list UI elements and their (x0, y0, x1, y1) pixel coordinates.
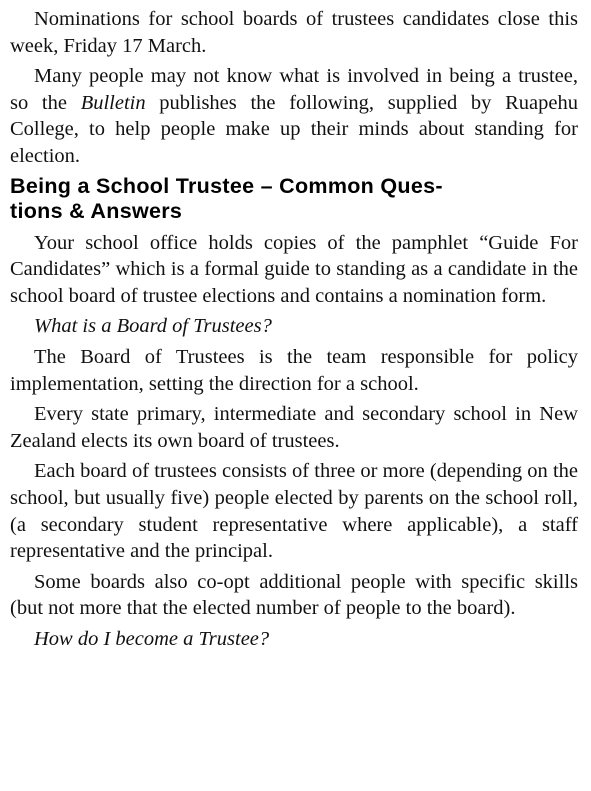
intro-text-before: Many people may not know what is involved in being a trustee, so the (10, 65, 578, 114)
paragraph-guide-for-candidates: Your school office holds copies of the pamphlet “Guide For Candidates” which is a formal guide to standing as a candidate in the school board of trustee elections and contains a nomination form. (10, 231, 578, 307)
headline-line-2: tions & Answers (10, 198, 183, 223)
intro-text-after: publishes the following, supplied by Ruapehu College, to help people make up their minds about standing for election. (10, 91, 578, 167)
article-column (10, 6, 578, 656)
article-headline (10, 174, 578, 224)
headline-line-1: Being a School Trustee – Common Ques- (10, 173, 443, 198)
question-what-is-board: What is a Board of Trustees? (34, 315, 272, 338)
bulletin-publication-name: Bulletin (80, 91, 146, 114)
question-how-become-trustee: How do I become a Trustee? (34, 627, 270, 650)
paragraph-board-composition: Each board of trustees consists of three or more (depending on the school, but usually five) people elected by parents on the school roll, (a secondary student representative where applicable), a staff representative and the principal. (10, 460, 578, 563)
paragraph-every-school-elects: Every state primary, intermediate and secondary school in New Zealand elects its own board of trustees. (10, 403, 578, 452)
paragraph-board-definition: The Board of Trustees is the team responsible for policy implementation, setting the direction for a school. (10, 345, 578, 395)
paragraph-co-opt-members: Some boards also co-opt additional people with specific skills (but not more that the elected number of people to the board). (10, 570, 578, 620)
intro-paragraph-nominations: Nominations for school boards of trustees candidates close this week, Friday 17 March. (10, 8, 578, 57)
intro-paragraph-bulletin (10, 63, 578, 169)
